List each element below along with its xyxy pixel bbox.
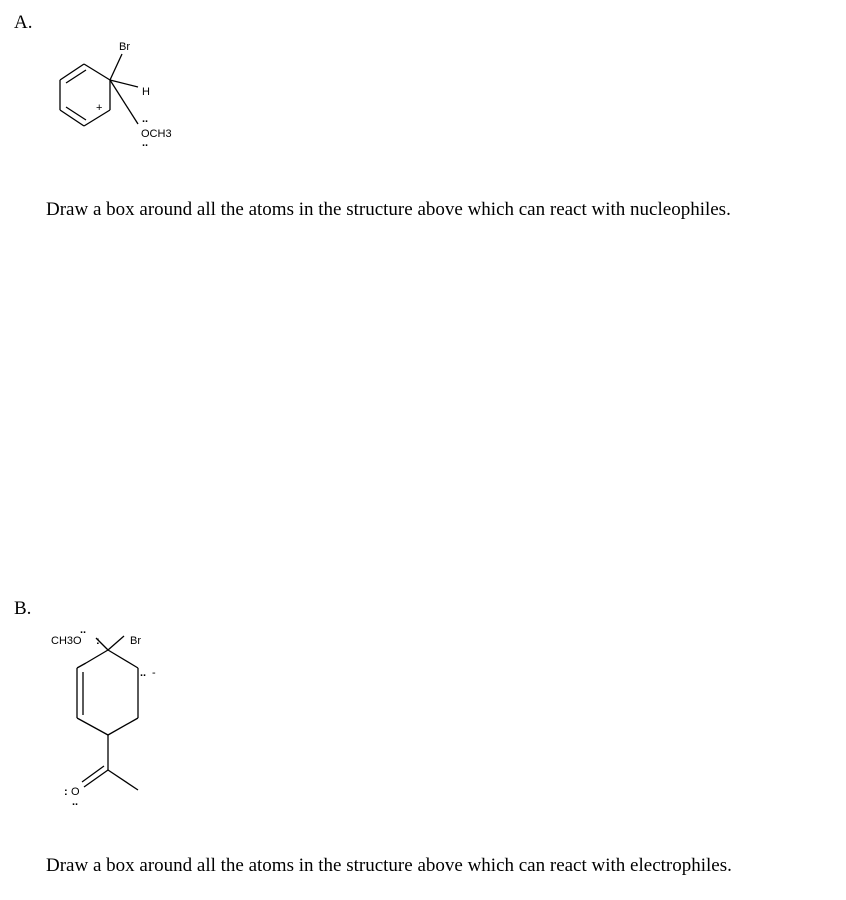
- bond: [108, 770, 138, 790]
- lone-pair-ket-bottom: ..: [72, 796, 79, 808]
- bond: [110, 54, 122, 80]
- part-a-label: A.: [14, 12, 33, 33]
- atom-och3: OCH3: [141, 128, 172, 140]
- lone-pair-o-top: ..: [80, 624, 87, 636]
- anion-charge: -: [152, 667, 156, 679]
- bond: [82, 766, 104, 782]
- bond: [108, 650, 138, 668]
- lone-pair-bottom: ..: [142, 137, 149, 149]
- atom-br: Br: [119, 41, 130, 53]
- bond: [84, 64, 110, 80]
- molecule-a: [0, 0, 846, 200]
- question-a: Draw a box around all the atoms in the structure above which can react with nucleophiles.: [46, 199, 731, 220]
- bond: [108, 718, 138, 735]
- bond: [108, 636, 124, 650]
- atom-ketone-o: O: [71, 786, 80, 798]
- bond: [77, 663, 86, 668]
- atom-ch3o: CH3O: [51, 635, 82, 647]
- anion-dots: ..: [140, 667, 147, 679]
- bond: [66, 70, 86, 83]
- part-b-label: B.: [14, 598, 32, 619]
- bond: [60, 64, 84, 80]
- bond: [86, 650, 108, 663]
- lone-pair-top: ..: [142, 113, 149, 125]
- lone-pair-o-side: :: [96, 635, 100, 647]
- atom-h: H: [142, 86, 150, 98]
- charge-plus: +: [96, 102, 103, 114]
- lone-pair-ket-side: :: [64, 786, 68, 798]
- bond: [60, 110, 84, 126]
- molecule-b: [0, 600, 846, 820]
- bond: [66, 107, 86, 120]
- atom-br: Br: [130, 635, 141, 647]
- question-b: Draw a box around all the atoms in the structure above which can react with electrophiles.: [46, 855, 732, 876]
- bond: [77, 718, 108, 735]
